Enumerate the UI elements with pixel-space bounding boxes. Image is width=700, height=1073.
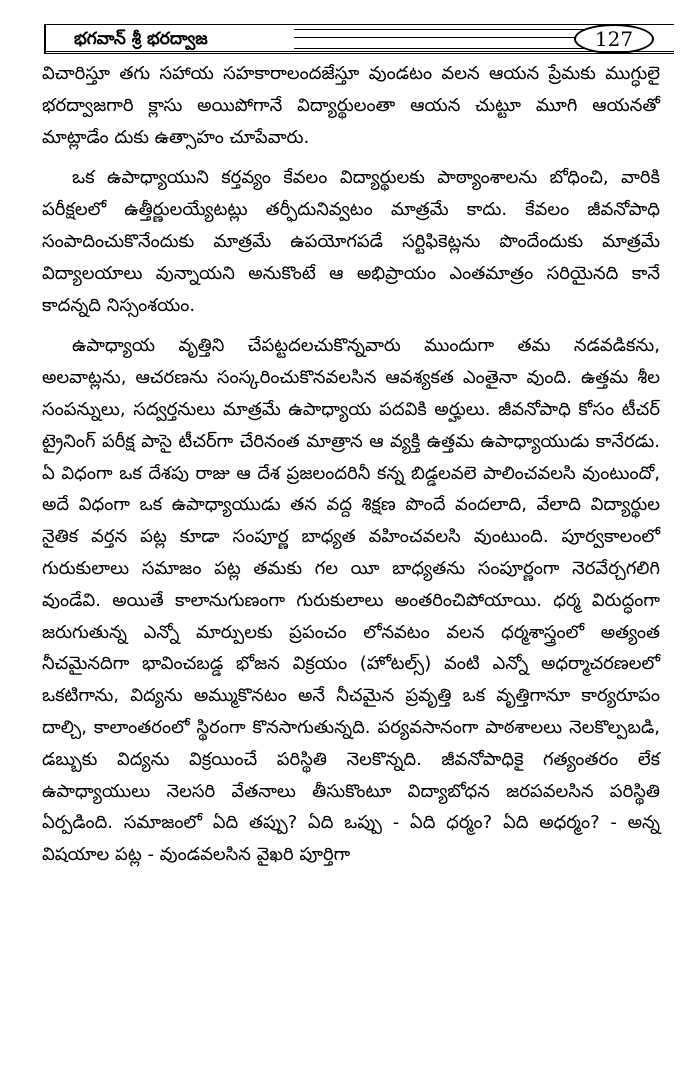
header-top-rule <box>44 24 674 25</box>
header-left-bar <box>44 24 46 54</box>
book-title: భగవాన్ శ్రీ భరద్వాజ <box>74 29 208 49</box>
paragraph: ఒక ఉపాధ్యాయుని కర్తవ్యం కేవలం విద్యార్థులకు పాఠ్యాంశాలను బోధించి, వారికి పరీక్షలలో ఉత్తీర్ణులయ్యేటట్లు తర్ఫీదునివ్వటం మాత్రమే కాదు. కేవలం జీవనోపాధి సంపాదించుకొనేందుకు మాత్రమే ఉపయోగపడే సర్టిఫికెట్లను పొందేందుకు మాత్రమే విద్యాలయాలు వున్నాయని అనుకొంటే ఆ అభిప్రాయం ఎంతమాత్రం సరియైనది కానే కాదన్నది నిస్సంశయం. <box>42 167 660 316</box>
header-decorative-lines <box>294 29 609 49</box>
page-number: 127 <box>574 24 654 54</box>
paragraph: విచారిస్తూ తగు సహాయ సహకారాలందజేస్తూ వుండటం వలన ఆయన ప్రేమకు ముగ్ధులై భరద్వాజగారి క్లాసు అయిపోగానే విద్యార్థులంతా ఆయన చుట్టూ మూగి ఆయనతో మాట్లాడేం దుకు ఉత్సాహం చూపేవారు. <box>42 63 660 148</box>
running-header <box>44 24 674 54</box>
header-bottom-rule <box>44 51 674 54</box>
body-text <box>42 58 660 880</box>
paragraph: ఉపాధ్యాయ వృత్తిని చేపట్టదలచుకొన్నవారు ముందుగా తమ నడవడికను, అలవాట్లను, ఆచరణను సంస్కరించుకొనవలసిన ఆవశ్యకత ఎంతైనా వుంది. ఉత్తమ శీల సంపన్నులు, సద్వర్తనులు మాత్రమే ఉపాధ్యాయ పదవికి అర్హులు. జీవనోపాధి కోసం టీచర్ ట్రైనింగ్ పరీక్ష పాసై టీచర్‌గా చేరినంత మాత్రాన ఆ వ్యక్తి ఉత్తమ ఉపాధ్యాయుడు కానేరడు. ఏ విధంగా ఒక దేశపు రాజు ఆ దేశ ప్రజలందరినీ కన్న బిడ్డలవలె పాలించవలసి వుంటుందో, అదే విధంగా ఒక ఉపాధ్యాయుడు తన వద్ద శిక్షణ పొందే వందలాది, వేలాది విద్యార్థుల నైతిక వర్తన పట్ల కూడా సంపూర్ణ బాధ్యత వహించవలసి వుంటుంది. పూర్వకాలంలో గురుకులాలు సమాజం పట్ల తమకు గల యీ బాధ్యతను సంపూర్ణంగా నెరవేర్చగలిగి వుండేవి. అయితే కాలానుగుణంగా గురుకులాలు అంతరించిపోయాయి. ధర్మ విరుద్ధంగా జరుగుతున్న ఎన్నో మార్పులకు ప్రపంచం లోనవటం వలన ధర్మశాస్త్రంలో అత్యంత నీచమైనదిగా భావించబడ్డ భోజన విక్రయం (హోటల్స్) వంటి ఎన్నో అధర్మాచరణలలో ఒకటిగాను, విద్యను అమ్ముకొనటం అనే నీచమైన ప్రవృత్తి ఒక వృత్తిగానూ కార్యరూపం దాల్చి, కాలాంతరంలో స్థిరంగా కొనసాగుతున్నది. పర్యవసానంగా పాఠశాలలు నెలకొల్పబడి, డబ్బుకు విద్యను విక్రయించే పరిస్థితి నెలకొన్నది. జీవనోపాధికై గత్యంతరం లేక ఉపాధ్యాయులు నెలసరి వేతనాలు తీసుకొంటూ విద్యాబోధన జరపవలసిన పరిస్థితి ఏర్పడింది. సమాజంలో ఏది తప్పు? ఏది ఒప్పు - ఏది ధర్మం? ఏది అధర్మం? - అన్న విషయాల పట్ల - వుండవలసిన వైఖరి పూర్తిగా <box>42 335 660 866</box>
